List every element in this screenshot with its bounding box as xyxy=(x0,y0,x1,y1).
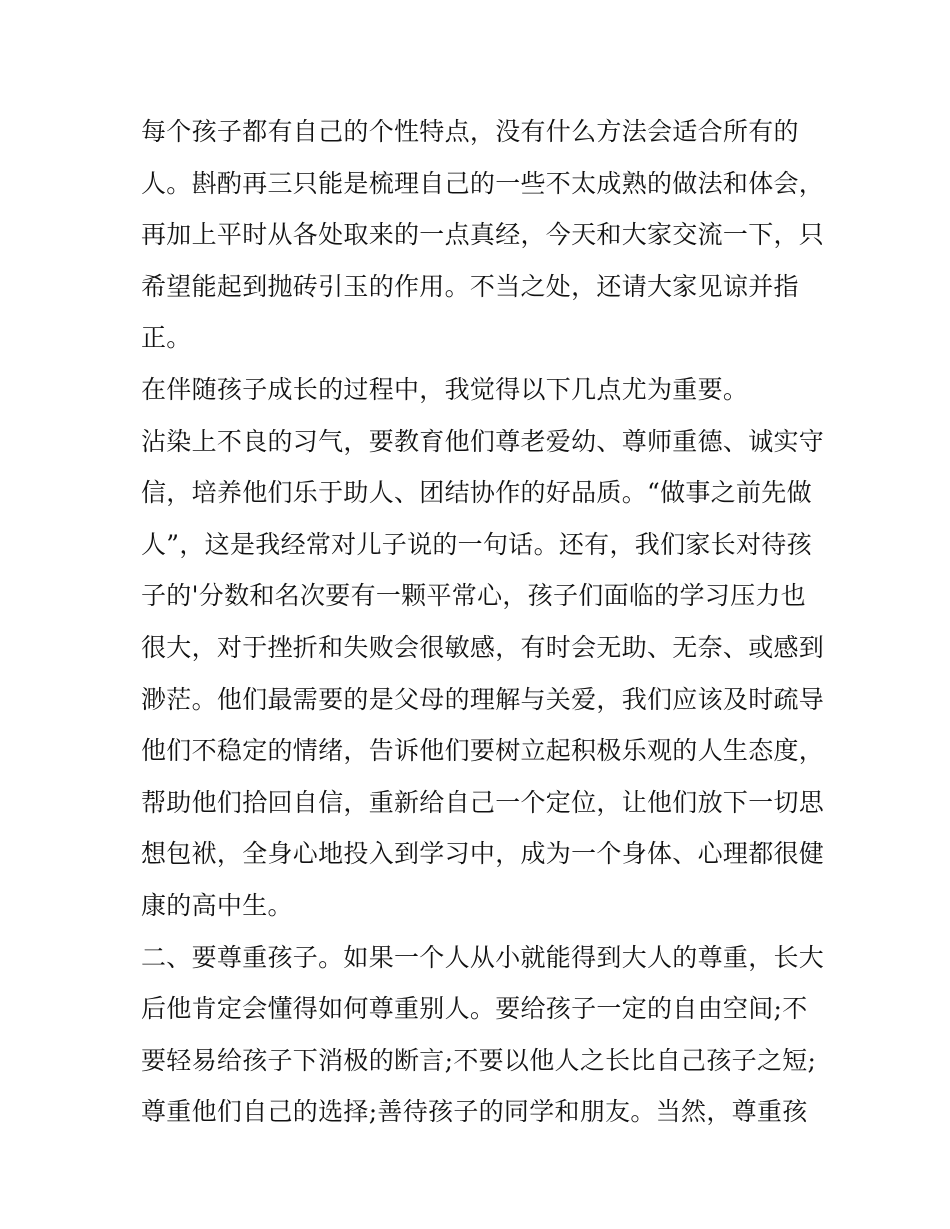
text-line: 渺茫。他们最需要的是父母的理解与关爱，我们应该及时疏导 xyxy=(141,684,825,714)
text-line: 帮助他们拾回自信，重新给自己一个定位，让他们放下一切思 xyxy=(141,787,825,817)
text-line: 康的高中生。 xyxy=(141,890,293,920)
body-text xyxy=(141,106,825,1138)
text-line: 在伴随孩子成长的过程中，我觉得以下几点尤为重要。 xyxy=(141,374,749,404)
text-line: 想包袱，全身心地投入到学习中，成为一个身体、心理都很健 xyxy=(141,839,825,869)
text-line: 很大，对于挫折和失败会很敏感，有时会无助、无奈、或感到 xyxy=(141,632,825,662)
text-line: 他们不稳定的情绪，告诉他们要树立起积极乐观的人生态度， xyxy=(141,736,825,766)
text-line: 人。斟酌再三只能是梳理自己的一些不太成熟的做法和体会， xyxy=(141,168,825,198)
text-line: 尊重他们自己的选择;善待孩子的同学和朋友。当然，尊重孩 xyxy=(141,1097,808,1127)
text-line: 后他肯定会懂得如何尊重别人。要给孩子一定的自由空间;不 xyxy=(141,994,808,1024)
text-line: 再加上平时从各处取来的一点真经，今天和大家交流一下，只 xyxy=(141,220,825,250)
text-line: 人”，这是我经常对儿子说的一句话。还有，我们家长对待孩 xyxy=(141,529,812,559)
text-line: 二、要尊重孩子。如果一个人从小就能得到大人的尊重，长大 xyxy=(141,942,825,972)
text-line: 要轻易给孩子下消极的断言;不要以他人之长比自己孩子之短; xyxy=(141,1045,817,1075)
text-line: 每个孩子都有自己的个性特点，没有什么方法会适合所有的 xyxy=(141,117,799,146)
text-line: 信，培养他们乐于助人、团结协作的好品质。“做事之前先做 xyxy=(141,478,812,508)
text-line: 希望能起到抛砖引玉的作用。不当之处，还请大家见谅并指 xyxy=(141,271,799,301)
text-line: 沾染上不良的习气，要教育他们尊老爱幼、尊师重德、诚实守 xyxy=(141,426,825,456)
text-line: 子的'分数和名次要有一颗平常心，孩子们面临的学习压力也 xyxy=(141,581,806,611)
text-line: 正。 xyxy=(141,323,192,353)
